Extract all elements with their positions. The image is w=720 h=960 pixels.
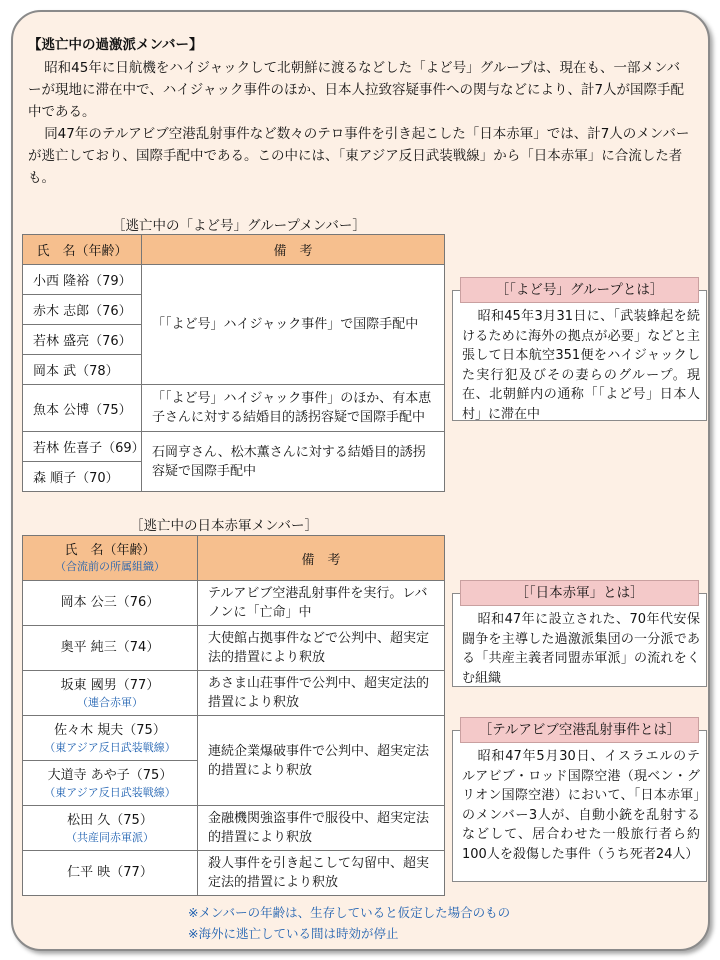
intro-paragraph: 昭和45年に日航機をハイジャックして北朝鮮に渡るなどした「よど号」グループは、現在も、一部メンバーが現地に滞在中で、ハイジャック事件のほか、日本人拉致容疑事件への関与などにより、計7人が国際手配中である。 <box>28 60 685 120</box>
box-heading: ［「日本赤軍」とは］ <box>460 580 699 606</box>
member-name: 森 順子（70） <box>23 462 142 492</box>
header-name <box>23 536 198 581</box>
member-cell <box>23 761 198 806</box>
header-name-sub: （合流前の所属組織） <box>55 560 165 573</box>
footnote: ※メンバーの年齢は、生存していると仮定した場合のもの <box>188 905 511 920</box>
member-name: 赤木 志郎（76） <box>23 295 142 325</box>
member-org: （東アジア反日武装戦線） <box>44 740 176 754</box>
table-row <box>23 265 445 295</box>
member-note: 石岡亨さん、松木薫さんに対する結婚目的誘拐容疑で国際手配中 <box>142 432 445 492</box>
table-header-row <box>23 536 445 581</box>
member-name: 坂東 國男（77） <box>60 677 160 693</box>
box-text: 昭和45年3月31日に、「武装蜂起を続けるために海外の拠点が必要」などと主張して日本航空351便をハイジャックした実行犯及びその妻らのグループ。現在、北朝鮮内の通称「「よど号」日本人村」に滞在中 <box>462 309 700 422</box>
header-note: 備 考 <box>198 536 445 581</box>
intro-paragraph: 同47年のテルアビブ空港乱射事件など数々のテロ事件を引き起こした「日本赤軍」では、計7人のメンバーが逃亡しており、国際手配中である。この中には、「東アジア反日武装戦線」から「日本赤軍」に合流した者も。 <box>28 126 690 186</box>
box-heading: ［テルアビブ空港乱射事件とは］ <box>460 717 699 743</box>
table-row <box>23 626 445 671</box>
member-note: 「「よど号」ハイジャック事件」で国際手配中 <box>142 265 445 385</box>
member-note: 金融機関強盗事件で服役中、超実定法的措置により釈放 <box>198 806 445 851</box>
box-text: 昭和47年5月30日、イスラエルのテルアビブ・ロッド国際空港（現ベン・グリオン国際空港）において、「日本赤軍」のメンバー3人が、自動小銃を乱射するなどして、居合わせた一般旅行者ら約100人を殺傷した事件（うち死者24人） <box>462 749 700 862</box>
member-name: 若林 盛亮（76） <box>23 325 142 355</box>
member-note: 大使館占拠事件などで公判中、超実定法的措置により釈放 <box>198 626 445 671</box>
member-name: 魚本 公博（75） <box>23 385 142 432</box>
member-org: （連合赤軍） <box>77 695 143 709</box>
footnote: ※海外に逃亡している間は時効が停止 <box>188 926 399 941</box>
member-note: あさま山荘事件で公判中、超実定法的措置により釈放 <box>198 671 445 716</box>
table-row <box>23 716 445 761</box>
member-note: 「「よど号」ハイジャック事件」のほか、有本恵子さんに対する結婚目的誘拐容疑で国際手配中 <box>142 385 445 432</box>
member-cell <box>23 806 198 851</box>
header-name: 氏 名（年齢） <box>23 235 142 265</box>
table-row <box>23 806 445 851</box>
member-name: 小西 隆裕（79） <box>23 265 142 295</box>
member-note: 連続企業爆破事件で公判中、超実定法的措置により釈放 <box>198 716 445 806</box>
table-row <box>23 432 445 462</box>
member-org: （東アジア反日武装戦線） <box>44 785 176 799</box>
yodo-group-explanation-box <box>452 282 707 422</box>
table-row <box>23 851 445 896</box>
member-name: 松田 久（75） <box>67 812 153 828</box>
table-row <box>23 385 445 432</box>
footnotes <box>188 902 510 944</box>
red-army-members-table <box>22 535 445 896</box>
member-name: 岡本 公三（76） <box>23 581 198 626</box>
tel-aviv-incident-explanation-box <box>452 722 707 882</box>
member-cell <box>23 716 198 761</box>
red-table-caption: ［逃亡中の日本赤軍メンバー］ <box>130 518 319 534</box>
member-name: 仁平 映（77） <box>23 851 198 896</box>
box-text: 昭和47年に設立された、70年代安保闘争を主導した過激派集団の一分派である「共産主義者同盟赤軍派」の流れをくむ組織 <box>462 612 700 686</box>
member-name: 岡本 武（78） <box>23 355 142 385</box>
red-army-explanation-box <box>452 585 707 687</box>
member-note: テルアビブ空港乱射事件を実行。レバノンに「亡命」中 <box>198 581 445 626</box>
member-org: （共産同赤軍派） <box>66 830 154 844</box>
member-name: 大道寺 あや子（75） <box>47 767 173 783</box>
member-name: 奥平 純三（74） <box>23 626 198 671</box>
member-name: 若林 佐喜子（69） <box>23 432 142 462</box>
yodo-members-table <box>22 234 445 492</box>
yodo-table-caption: ［逃亡中の「よど号」グループメンバー］ <box>112 218 366 234</box>
table-row <box>23 581 445 626</box>
member-cell <box>23 671 198 716</box>
header-name-label: 氏 名（年齢） <box>64 543 156 558</box>
intro-text <box>28 57 692 189</box>
table-row <box>23 671 445 716</box>
member-note: 殺人事件を引き起こして勾留中、超実定法的措置により釈放 <box>198 851 445 896</box>
page-title: 【逃亡中の過激派メンバー】 <box>28 37 203 53</box>
box-heading: ［「よど号」グループとは］ <box>460 277 699 303</box>
header-note: 備 考 <box>142 235 445 265</box>
table-header-row <box>23 235 445 265</box>
member-name: 佐々木 規夫（75） <box>54 722 166 738</box>
